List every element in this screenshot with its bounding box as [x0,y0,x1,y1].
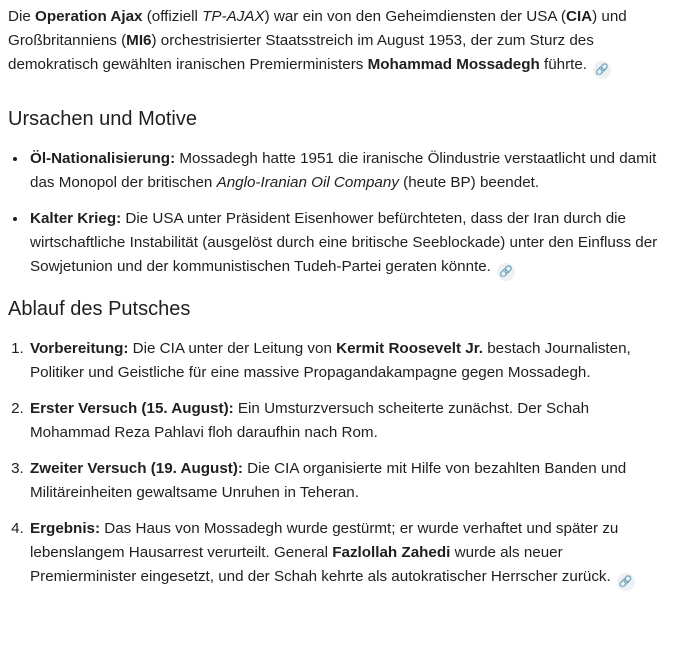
list-item [28,517,660,591]
bold-text: Kermit Roosevelt Jr. [336,340,483,357]
causes-list [8,147,660,281]
bold-text: Mohammad Mossadegh [367,56,540,73]
text: Die USA unter Präsident Eisenhower befürchteten, dass der Iran durch die wirtschaftliche Instabilität (ausgelöst durch eine britische Seeblockade) unter den Einfluss der Sowjetunion und der kommunistischen Tudeh-Partei geraten könnte. [30,210,658,275]
text: Mossadegh hatte 1951 die iranische Ölindustrie verstaatlicht und damit das Monopol der britischen [30,150,657,191]
list-item [28,147,660,195]
bold-text: Fazlollah Zahedi [332,544,451,561]
list-item [28,337,660,385]
bold-text: CIA [565,8,593,25]
list-item [28,397,660,445]
sequence-list [8,337,660,591]
italic-text: TP-AJAX [202,8,265,25]
text: wurde als neuer Premierminister eingesetzt, und der Schah kehrte als autokratischer Herrscher zurück. [30,544,611,585]
text: (heute BP) beendet. [398,174,540,191]
list-item [28,457,660,505]
text: Die [8,8,36,25]
bold-text: MI6 [126,32,152,49]
text: (offiziell [142,8,203,25]
section-heading-causes: Ursachen und Motive [8,108,197,130]
bold-text: Kalter Krieg: [30,210,122,227]
bold-text: Ergebnis: [30,520,101,537]
italic-text: Anglo-Iranian Oil Company [216,174,399,191]
text: ) und Großbritanniens ( [8,8,627,49]
bold-text: Operation Ajax [35,8,143,25]
link-icon[interactable]: 🔗 [593,61,611,79]
text: Ein Umsturzversuch scheiterte zunächst. Der Schah Mohammad Reza Pahlavi floh daraufhin nach Rom. [30,400,590,441]
bold-text: Erster Versuch (15. August): [30,400,234,417]
bold-text: Vorbereitung: [30,340,129,357]
bold-text: Öl-Nationalisierung: [30,150,176,167]
text: bestach Journalisten, Politiker und Geistliche für eine massive Propagandakampagne gegen Mossadegh. [30,340,631,381]
text: Das Haus von Mossadegh wurde gestürmt; er wurde verhaftet und später zu lebenslangem Hausarrest verurteilt. General [30,520,619,561]
link-icon[interactable]: 🔗 [497,263,515,281]
text: ) war ein von den Geheimdiensten der USA ( [264,8,566,25]
link-icon[interactable]: 🔗 [617,573,635,591]
text: ) orchestrisierter Staatsstreich im August 1953, der zum Sturz des demokratisch gewählten iranischen Premierministers [8,32,594,73]
list-item [28,207,660,281]
text: Die CIA unter der Leitung von [128,340,337,357]
bold-text: Zweiter Versuch (19. August): [30,460,243,477]
intro-paragraph [8,5,660,79]
section-heading-sequence: Ablauf des Putsches [8,298,191,320]
text: führte. [539,56,588,73]
text: Die CIA organisierte mit Hilfe von bezahlten Banden und Militäreinheiten gewaltsame Unruhen in Teheran. [30,460,627,501]
